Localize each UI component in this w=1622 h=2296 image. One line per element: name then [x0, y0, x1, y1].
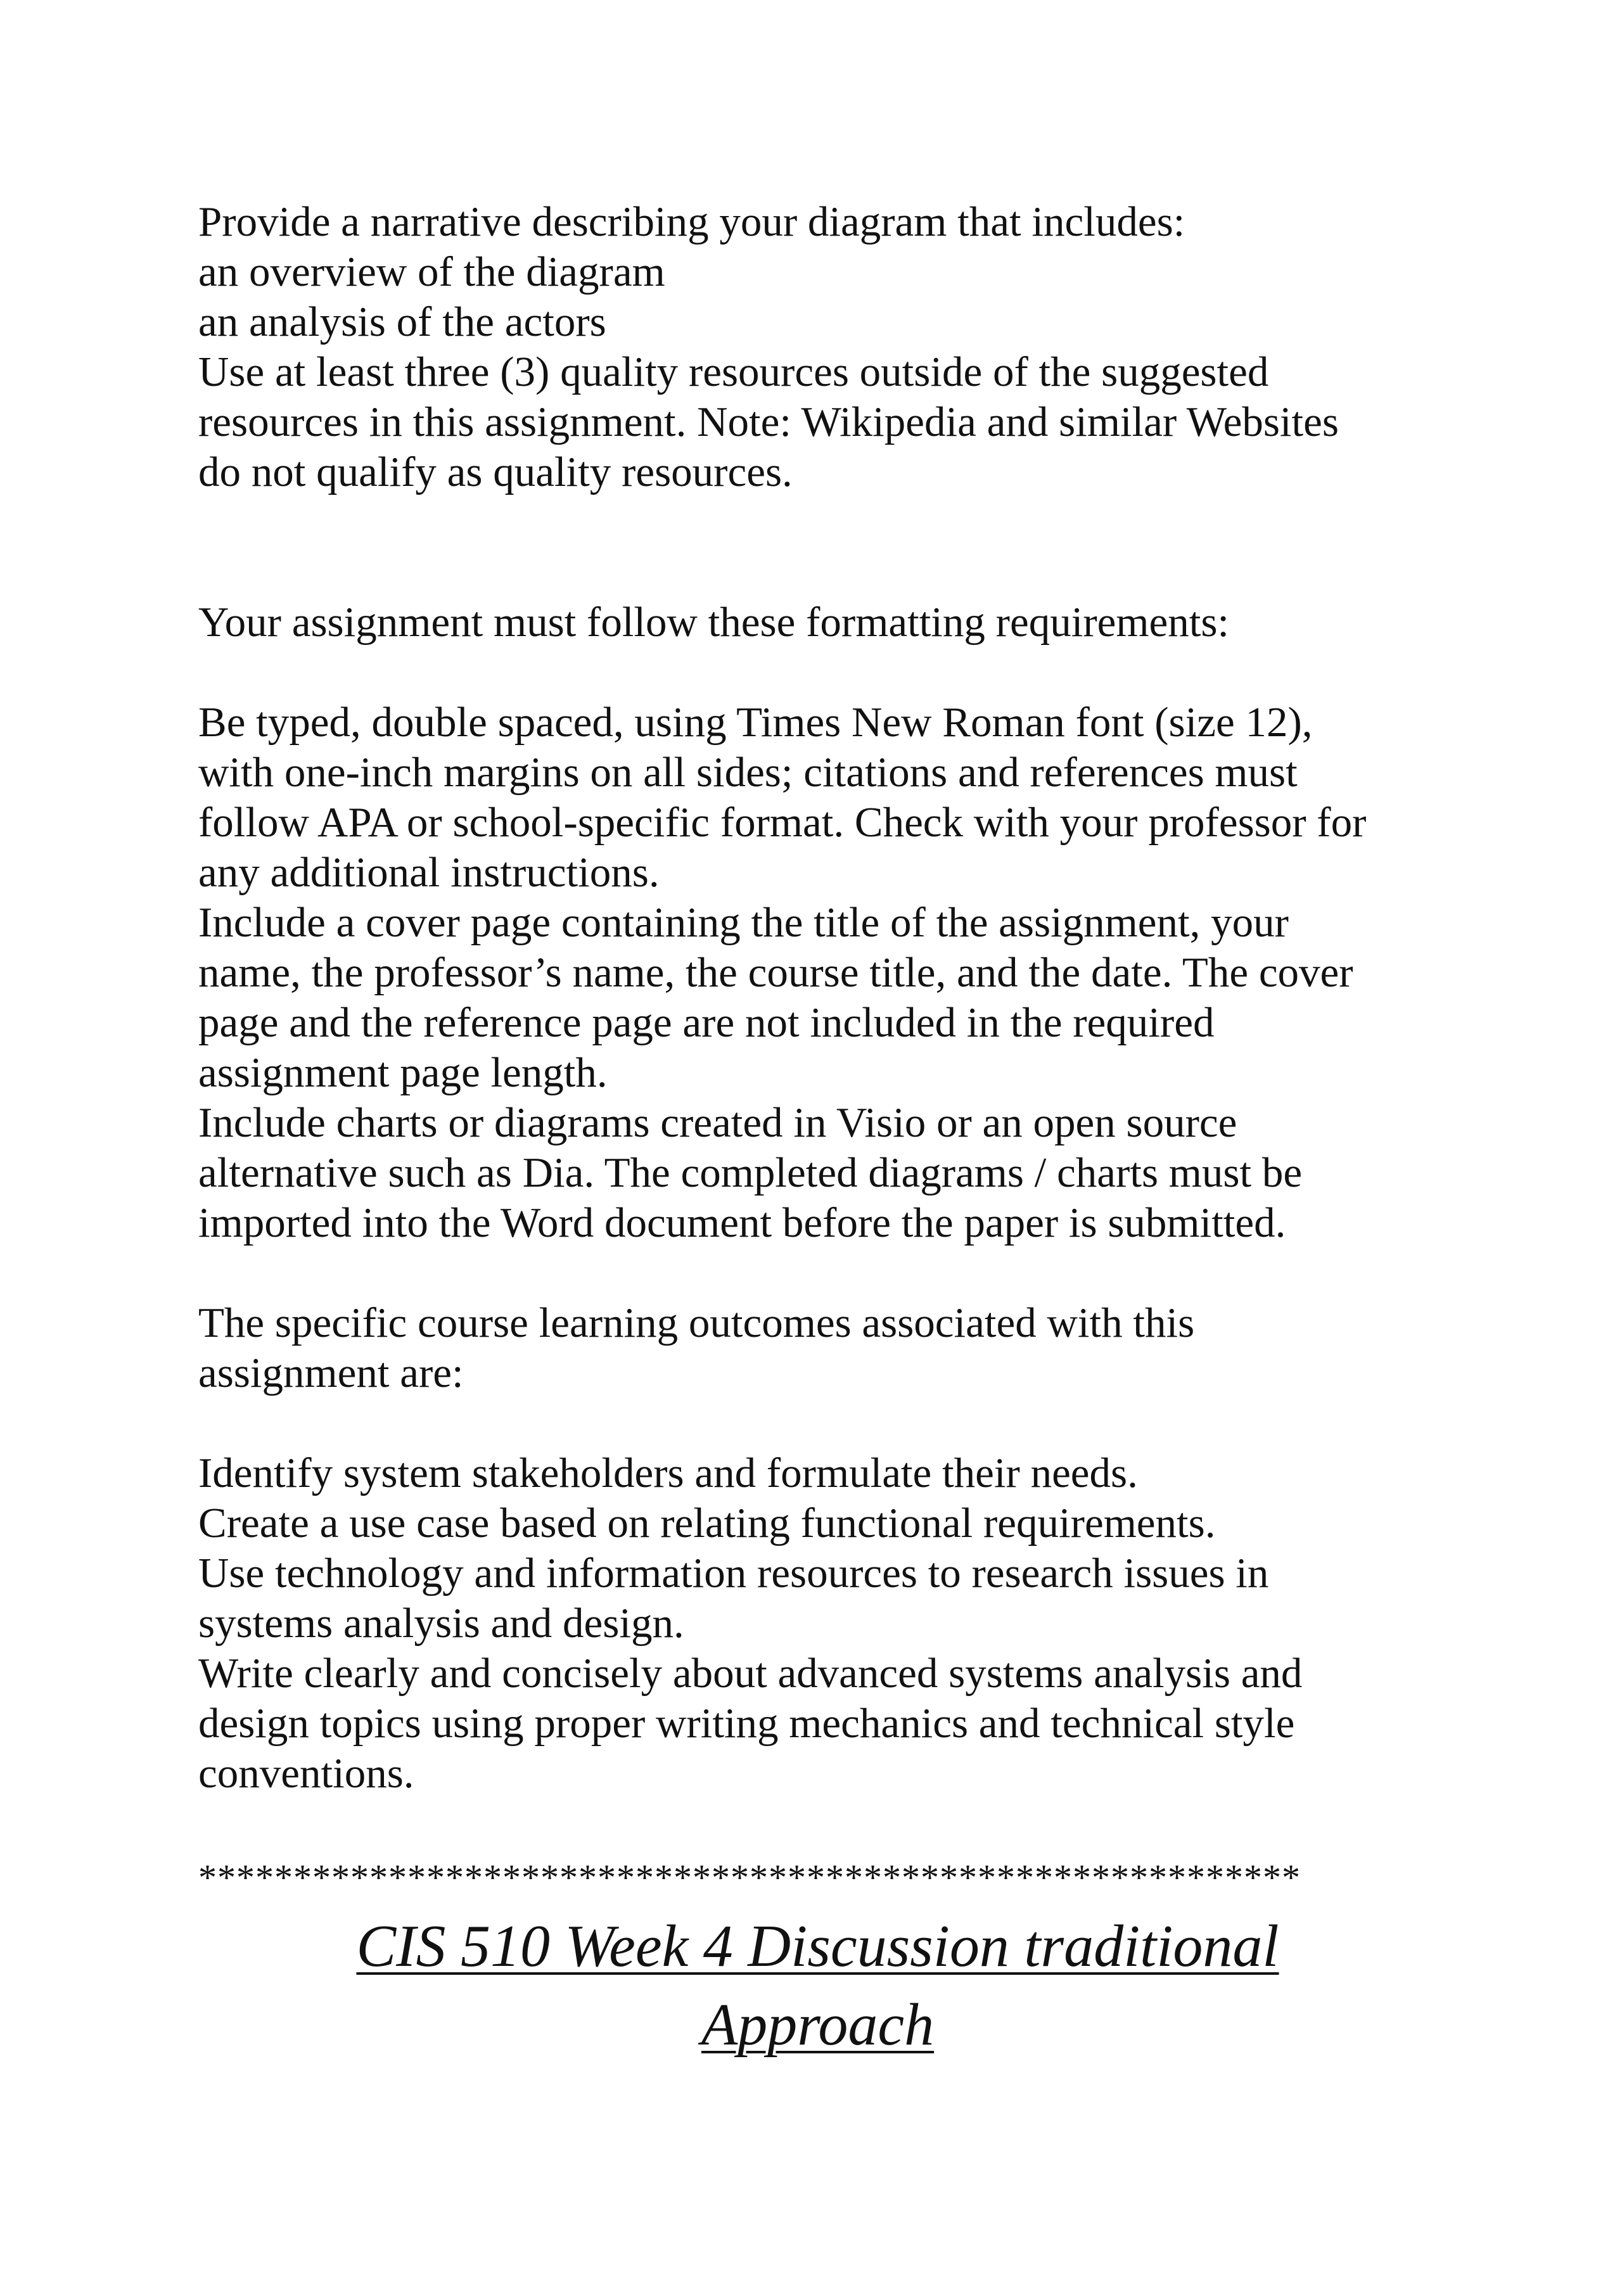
text-line: systems analysis and design. [198, 1600, 684, 1647]
formatting-requirements [198, 698, 1466, 1248]
spacer [198, 1248, 1466, 1298]
formatting-intro [198, 597, 1466, 647]
text-line: Identify system stakeholders and formulate their needs. [198, 1450, 1138, 1496]
body-text [198, 197, 1466, 1799]
spacer [198, 497, 1466, 597]
text-line: with one-inch margins on all sides; citations and references must [198, 749, 1298, 796]
narrative-requirements [198, 197, 1466, 497]
text-line: alternative such as Dia. The completed diagrams / charts must be [198, 1149, 1303, 1196]
text-line: Your assignment must follow these formatting requirements: [198, 599, 1230, 646]
text-line: an overview of the diagram [198, 248, 665, 295]
heading-line: Approach [701, 1992, 935, 2058]
text-line: an analysis of the actors [198, 298, 606, 345]
text-line: any additional instructions. [198, 849, 660, 896]
text-line: imported into the Word document before the paper is submitted. [198, 1199, 1286, 1246]
learning-outcomes-list [198, 1448, 1466, 1799]
spacer [198, 647, 1466, 698]
text-line: Use at least three (3) quality resources outside of the suggested [198, 348, 1269, 395]
text-line: resources in this assignment. Note: Wikipedia and similar Websites [198, 399, 1339, 445]
text-line: page and the reference page are not included in the required [198, 999, 1215, 1046]
text-line: Provide a narrative describing your diagram that includes: [198, 198, 1185, 245]
text-line: Be typed, double spaced, using Times New Roman font (size 12), [198, 699, 1313, 746]
text-line: assignment are: [198, 1349, 464, 1396]
text-line: conventions. [198, 1750, 414, 1797]
text-line: design topics using proper writing mechanics and technical style [198, 1700, 1295, 1747]
text-line: follow APA or school-specific format. Check with your professor for [198, 799, 1367, 846]
text-line: Write clearly and concisely about advanced systems analysis and [198, 1650, 1303, 1697]
asterisk-separator: ********************************************************** [198, 1858, 1301, 1898]
heading-line: CIS 510 Week 4 Discussion traditional [356, 1913, 1279, 1979]
text-line: do not qualify as quality resources. [198, 449, 793, 495]
text-line: The specific course learning outcomes associated with this [198, 1299, 1195, 1346]
text-line: Create a use case based on relating functional requirements. [198, 1500, 1216, 1547]
text-line: Include a cover page containing the title of the assignment, your [198, 899, 1289, 946]
text-line: name, the professor’s name, the course title, and the date. The cover [198, 949, 1353, 996]
text-line: assignment page length. [198, 1049, 608, 1096]
text-line: Include charts or diagrams created in Visio or an open source [198, 1099, 1237, 1146]
learning-outcomes-intro [198, 1298, 1466, 1398]
text-line: Use technology and information resources to research issues in [198, 1550, 1269, 1597]
section-heading [198, 1907, 1437, 2064]
spacer [198, 1398, 1466, 1448]
